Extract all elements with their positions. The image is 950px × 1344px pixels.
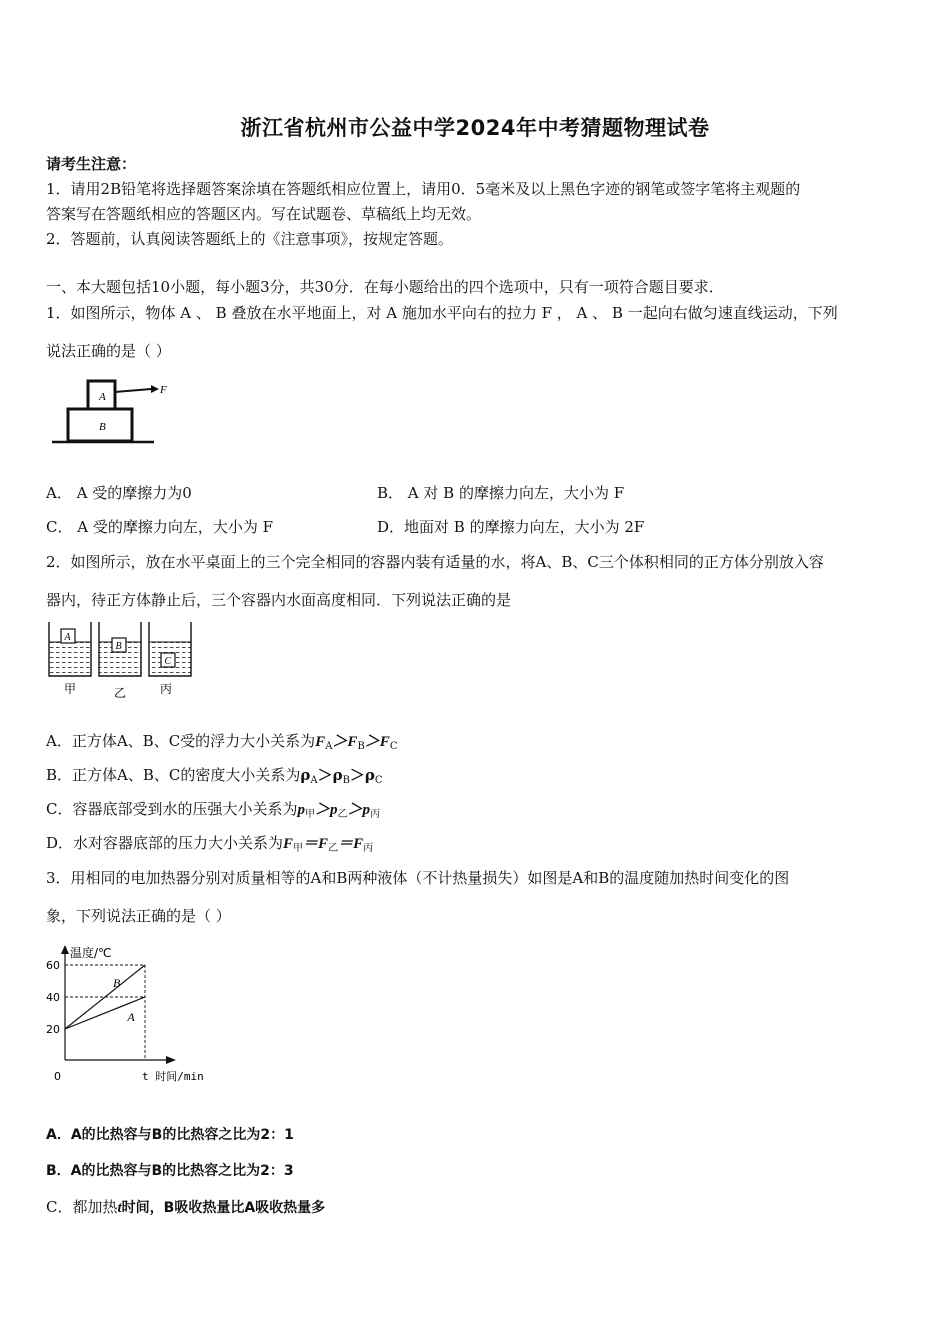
sub-a: A (325, 741, 333, 752)
x-axis-arrow (166, 1056, 176, 1064)
q2-containers-figure (44, 620, 196, 702)
origin-label: 0 (54, 1070, 61, 1083)
container-label-jia: 甲 (64, 682, 77, 696)
sub-b: B (357, 741, 365, 752)
q3-option-c[interactable] (46, 1196, 325, 1217)
cube-c-label: C (164, 656, 172, 667)
label-a: A (99, 391, 106, 403)
sub-jia: 甲 (293, 843, 304, 854)
p-3: ＞p (347, 802, 371, 818)
q2-option-a-text: A．正方体A、B、C受的浮力大小关系为 (46, 732, 316, 750)
notice-heading: 请考生注意： (46, 155, 137, 173)
force-arrow-head (151, 385, 159, 393)
q1-option-b[interactable]: B． A 对 B 的摩擦力向左，大小为 F (377, 484, 625, 502)
q3-option-c-t: t (117, 1200, 122, 1216)
sub-yi: 乙 (337, 809, 348, 820)
sub-bing: 丙 (363, 843, 374, 854)
q2-option-d[interactable] (46, 832, 373, 854)
q1-option-d[interactable]: D．地面对 B 的摩擦力向左，大小为 2F (377, 518, 645, 536)
p-2: ＞p (314, 802, 338, 818)
sub-yi: 乙 (328, 843, 339, 854)
series-label-A: A (127, 1010, 135, 1024)
rho-1: ρ (300, 766, 311, 784)
q3-stem-line-1: 3．用相同的电加热器分别对质量相等的A和B两种液体（不计热量损失）如图是A和B的温度随加热时间变化的图 (46, 869, 790, 887)
f-1: F (283, 836, 294, 852)
cube-a-label: A (64, 632, 71, 643)
q1-stem-line-2: 说法正确的是（ ） (46, 342, 171, 360)
section-heading: 一、本大题包括10小题，每小题3分，共30分．在每小题给出的四个选项中，只有一项符合题目要求． (46, 278, 724, 296)
q3-option-c-post: 时间，B吸收热量比A吸收热量多 (121, 1200, 326, 1216)
q2-option-b[interactable] (46, 764, 383, 786)
q1-block-figure (48, 374, 178, 452)
container-bing (149, 622, 191, 696)
q3-option-a[interactable]: A．A的比热容与B的比热容之比为2：1 (46, 1127, 294, 1143)
sub-jia: 甲 (304, 809, 315, 820)
container-label-bing: 丙 (160, 682, 173, 696)
page-title: 浙江省杭州市公益中学2024年中考猜题物理试卷 (240, 116, 710, 140)
q3-option-c-pre: C．都加热 (46, 1198, 118, 1216)
notice-item-1-line-2: 答案写在答题纸相应的答题区内。写在试题卷、草稿纸上均无效。 (46, 205, 482, 223)
force-arrow-line (115, 389, 151, 392)
y-tick-label-20: 20 (46, 1023, 60, 1036)
sub-c: C (374, 775, 383, 786)
q2-stem-line-2: 器内，待正方体静止后，三个容器内水面高度相同．下列说法正确的是 (46, 591, 512, 609)
q3-option-b[interactable]: B．A的比热容与B的比热容之比为2：3 (46, 1163, 294, 1179)
y-tick-label-60: 60 (46, 959, 60, 972)
q2-option-a[interactable] (46, 730, 397, 752)
p-1: p (297, 802, 305, 818)
cube-b-label: B (115, 641, 122, 652)
rel-2: ＞F (364, 734, 390, 750)
y-tick-label-40: 40 (46, 991, 60, 1004)
q2-option-c-text: C．容器底部受到水的压强大小关系为 (46, 800, 298, 818)
y-axis-label: 温度/℃ (70, 946, 112, 960)
sub-b: B (342, 775, 350, 786)
label-f: F (160, 384, 167, 396)
x-axis-label: t 时间/min (142, 1070, 204, 1083)
container-yi (99, 622, 141, 700)
sub-c: C (389, 741, 398, 752)
series-label-B: B (113, 976, 121, 990)
q1-stem-line-1: 1．如图所示，物体 A 、 B 叠放在水平地面上，对 A 施加水平向右的拉力 F ， A 、 B 一起向右做匀速直线运动，下列 (46, 304, 838, 322)
container-jia (49, 622, 91, 696)
sub-a: A (310, 775, 318, 786)
f-3: ＝F (338, 836, 364, 852)
rho-3: ＞ρ (349, 766, 375, 784)
q3-temperature-chart (40, 942, 230, 1090)
sub-bing: 丙 (370, 809, 381, 820)
q2-option-a-f: F (315, 734, 326, 750)
container-label-yi: 乙 (114, 686, 127, 700)
rel-1: ＞F (332, 734, 358, 750)
notice-item-1-line-1: 1．请用2B铅笔将选择题答案涂填在答题纸相应位置上，请用0．5毫米及以上黑色字迹的钢笔或签字笔将主观题的 (46, 180, 801, 198)
q3-stem-line-2: 象，下列说法正确的是（ ） (46, 907, 231, 925)
y-axis-arrow (61, 945, 69, 954)
rho-2: ＞ρ (317, 766, 343, 784)
f-2: ＝F (303, 836, 329, 852)
q2-option-c[interactable] (46, 798, 380, 820)
q2-option-b-text: B．正方体A、B、C的密度大小关系为 (46, 766, 301, 784)
q2-stem-line-1: 2．如图所示，放在水平桌面上的三个完全相同的容器内装有适量的水，将A、B、C三个体积相同的正方体分别放入容 (46, 553, 824, 571)
q1-option-c[interactable]: C． A 受的摩擦力向左，大小为 F (46, 518, 274, 536)
q1-option-a[interactable]: A． A 受的摩擦力为0 (46, 484, 192, 502)
label-b: B (99, 421, 106, 433)
notice-item-2: 2．答题前，认真阅读答题纸上的《注意事项》，按规定答题。 (46, 230, 454, 248)
q2-option-d-text: D．水对容器底部的压力大小关系为 (46, 834, 284, 852)
